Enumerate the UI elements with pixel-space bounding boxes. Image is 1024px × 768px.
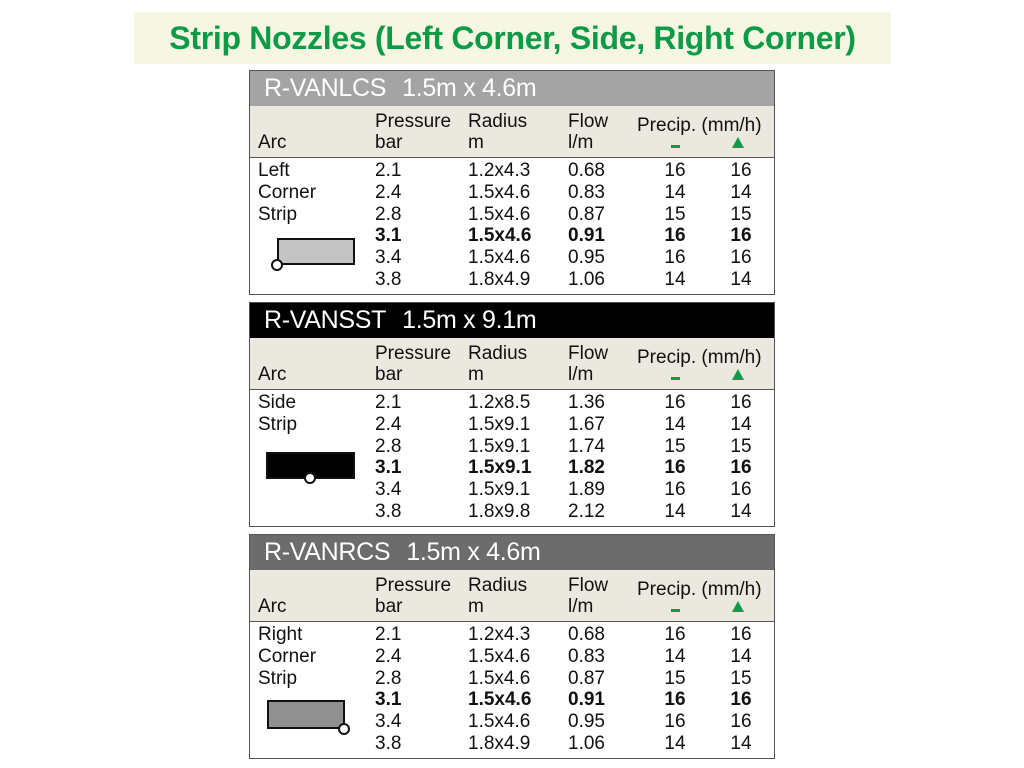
precip-full-cell: 16 [730,711,752,733]
precip-full-cell: 16 [730,392,752,413]
table-row [250,247,774,269]
col-flow: Flow l/m [568,575,609,617]
radius-cell: 1.2x4.3 [468,624,531,645]
precip-half-cell: 14 [664,500,686,522]
col-precip: Precip. (mm/h) [637,347,762,368]
col-radius: Radius m [468,575,528,617]
table-row [250,733,774,755]
precip-full-cell: 14 [730,732,752,754]
precip-half-cell: 16 [664,711,686,733]
precip-half-cell: 14 [664,181,686,203]
radius-cell: 1.8x4.9 [468,732,531,754]
precip-full-cell: 14 [730,181,752,203]
full-triangle-icon [732,601,744,612]
precip-full-cell: 16 [730,160,752,181]
column-headers [250,570,774,622]
pressure-cell: 3.1 [375,689,402,711]
precip-half-cell: 16 [664,160,686,181]
pressure-cell: 3.4 [375,711,402,733]
pressure-cell: 3.8 [375,732,402,754]
pressure-cell: 3.1 [375,457,402,479]
precip-half-cell: 16 [664,247,686,269]
nozzle-block-rcs [249,534,775,759]
precip-full-cell: 16 [730,479,752,501]
precip-half-cell: 15 [664,435,686,457]
radius-cell: 1.5x9.1 [468,413,531,435]
radius-cell: 1.5x9.1 [468,435,531,457]
radius-cell: 1.5x4.6 [468,181,531,203]
precip-full-cell: 16 [730,457,752,479]
table-row [250,269,774,291]
table-row [250,204,774,226]
precip-full-cell: 15 [730,203,752,225]
flow-cell: 1.67 [568,413,605,435]
flow-cell: 1.06 [568,732,605,754]
flow-cell: 0.95 [568,247,605,269]
col-arc: Arc [258,132,287,153]
pressure-cell: 2.4 [375,645,402,667]
flow-cell: 0.68 [568,160,605,181]
precip-half-cell: 14 [664,413,686,435]
table-row [250,689,774,711]
pressure-cell: 3.4 [375,479,402,501]
col-arc: Arc [258,596,287,617]
flow-cell: 1.06 [568,268,605,290]
block-header [250,71,774,106]
precip-half-cell: 16 [664,479,686,501]
precip-full-cell: 14 [730,500,752,522]
table-row [250,436,774,458]
arc-label: Side Strip [258,392,298,435]
col-precip: Precip. (mm/h) [637,115,762,136]
precip-half-cell: 14 [664,645,686,667]
flow-cell: 1.74 [568,435,605,457]
arc-label: Left Corner Strip [258,160,317,225]
radius-cell: 1.5x4.6 [468,667,531,689]
block-body [250,158,774,294]
flow-cell: 0.68 [568,624,605,645]
precip-half-cell: 14 [664,268,686,290]
radius-cell: 1.5x9.1 [468,479,531,501]
model-size: 1.5m x 4.6m [406,538,541,566]
radius-cell: 1.5x4.6 [468,225,532,247]
pressure-cell: 2.4 [375,413,402,435]
model-size: 1.5m x 4.6m [402,74,537,102]
radius-cell: 1.2x8.5 [468,392,531,413]
precip-full-cell: 14 [730,413,752,435]
flow-cell: 1.82 [568,457,605,479]
arc-label: Right Corner Strip [258,624,317,689]
table-row [250,457,774,479]
col-pressure: Pressure bar [375,575,452,617]
half-triangle-icon [671,377,680,380]
block-body [250,390,774,526]
col-pressure: Pressure bar [375,111,452,153]
model-name: R-VANRCS [264,538,391,566]
precip-half-cell: 14 [664,732,686,754]
col-flow: Flow l/m [568,343,609,385]
pressure-cell: 3.1 [375,225,402,247]
col-radius: Radius m [468,343,528,385]
precip-full-cell: 16 [730,689,752,711]
col-pressure: Pressure bar [375,343,452,385]
table-row [250,646,774,668]
radius-cell: 1.5x4.6 [468,645,531,667]
column-headers [250,338,774,390]
table-row [250,668,774,690]
block-header [250,535,774,570]
flow-cell: 1.89 [568,479,605,501]
model-size: 1.5m x 9.1m [402,306,537,334]
table-row [250,392,774,414]
table-row [250,501,774,523]
radius-cell: 1.2x4.3 [468,160,531,181]
pressure-cell: 2.1 [375,160,402,181]
col-precip: Precip. (mm/h) [637,579,762,600]
full-triangle-icon [732,137,744,148]
pressure-cell: 3.4 [375,247,402,269]
block-body [250,622,774,758]
table-row [250,182,774,204]
data-rows [250,160,774,291]
col-arc: Arc [258,364,287,385]
radius-cell: 1.8x9.8 [468,500,531,522]
col-radius: Radius m [468,111,528,153]
precip-full-cell: 15 [730,435,752,457]
precip-half-cell: 16 [664,689,686,711]
radius-cell: 1.5x4.6 [468,711,531,733]
table-row [250,711,774,733]
radius-cell: 1.8x4.9 [468,268,531,290]
pressure-cell: 2.8 [375,203,402,225]
nozzle-block-sst [249,302,775,527]
col-flow: Flow l/m [568,111,609,153]
half-triangle-icon [671,145,680,148]
flow-cell: 1.36 [568,392,605,413]
table-row [250,624,774,646]
precip-half-cell: 16 [664,225,686,247]
nozzle-block-lcs [249,70,775,295]
table-row [250,160,774,182]
precip-full-cell: 15 [730,667,752,689]
precip-half-cell: 16 [664,392,686,413]
model-name: R-VANLCS [264,74,387,102]
radius-cell: 1.5x9.1 [468,457,532,479]
table-row [250,414,774,436]
flow-cell: 0.83 [568,181,605,203]
flow-cell: 0.87 [568,203,605,225]
flow-cell: 0.91 [568,689,605,711]
table-row [250,225,774,247]
flow-cell: 2.12 [568,500,605,522]
pressure-cell: 2.1 [375,392,402,413]
pressure-cell: 2.8 [375,667,402,689]
precip-full-cell: 14 [730,645,752,667]
precip-full-cell: 16 [730,247,752,269]
precip-half-cell: 15 [664,667,686,689]
precip-full-cell: 16 [730,225,752,247]
precip-half-cell: 16 [664,624,686,645]
flow-cell: 0.91 [568,225,605,247]
precip-full-cell: 16 [730,624,752,645]
page-title: Strip Nozzles (Left Corner, Side, Right Corner) [134,12,891,64]
pressure-cell: 3.8 [375,268,402,290]
pressure-cell: 3.8 [375,500,402,522]
precip-full-cell: 14 [730,268,752,290]
precip-half-cell: 15 [664,203,686,225]
column-headers [250,106,774,158]
precip-half-cell: 16 [664,457,686,479]
table-row [250,479,774,501]
radius-cell: 1.5x4.6 [468,203,531,225]
data-rows [250,624,774,755]
half-triangle-icon [671,609,680,612]
block-header [250,303,774,338]
pressure-cell: 2.8 [375,435,402,457]
flow-cell: 0.83 [568,645,605,667]
radius-cell: 1.5x4.6 [468,247,531,269]
radius-cell: 1.5x4.6 [468,689,532,711]
pressure-cell: 2.4 [375,181,402,203]
data-rows [250,392,774,523]
pressure-cell: 2.1 [375,624,402,645]
flow-cell: 0.87 [568,667,605,689]
full-triangle-icon [732,369,744,380]
flow-cell: 0.95 [568,711,605,733]
model-name: R-VANSST [264,306,387,334]
